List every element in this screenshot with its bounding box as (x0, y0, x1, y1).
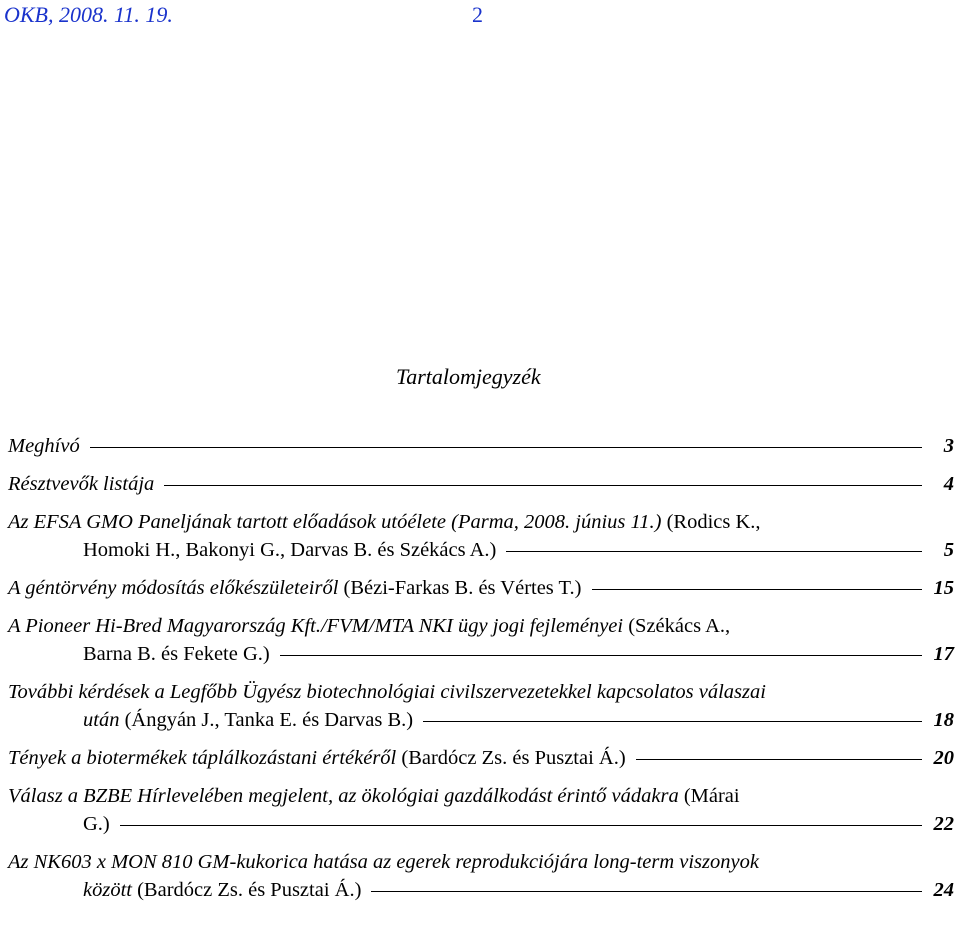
leader-line (280, 655, 922, 656)
toc-entry[interactable] (8, 848, 954, 904)
toc-entry-title: Az EFSA GMO Paneljának tartott előadások utóélete (Parma, 2008. június 11.) (8, 511, 662, 533)
toc-entry-page: 5 (943, 539, 954, 561)
toc-entry-page: 20 (933, 747, 954, 769)
toc-entry-title-cont: között (83, 879, 132, 901)
header-date: OKB, 2008. 11. 19. (4, 2, 173, 27)
toc-entry[interactable] (8, 782, 954, 838)
toc-entry[interactable] (8, 678, 954, 734)
toc-entry-title-cont: után (83, 709, 120, 731)
leader-line (636, 759, 922, 760)
leader-line (164, 485, 922, 486)
toc-entry-title: További kérdések a Legfőbb Ügyész biotechnológiai civilszervezetekkel kapcsolatos válaszai (8, 681, 766, 703)
leader-line (506, 551, 922, 552)
toc-entry[interactable] (8, 470, 954, 498)
toc-entry-title: A géntörvény módosítás előkészületeiről (8, 577, 339, 599)
toc-entry-authors: (Ángyán J., Tanka E. és Darvas B.) (119, 709, 414, 731)
leader-line (120, 825, 922, 826)
leader-line (423, 721, 922, 722)
toc-entry-page: 17 (933, 643, 954, 665)
toc-entry-title: Résztvevők listája (8, 473, 155, 495)
toc-entry-page: 3 (943, 435, 954, 457)
toc-entry-authors: (Rodics K., (661, 511, 761, 533)
leader-line (371, 891, 922, 892)
toc-entry-authors: (Bardócz Zs. és Pusztai Á.) (131, 879, 362, 901)
toc-entry[interactable] (8, 744, 954, 772)
toc-entry-authors: (Márai (678, 785, 740, 807)
toc-entry-title: Válasz a BZBE Hírlevelében megjelent, az ökológiai gazdálkodást érintő vádakra (8, 785, 679, 807)
toc-entry-page: 15 (933, 577, 954, 599)
toc-entry-title: A Pioneer Hi-Bred Magyarország Kft./FVM/MTA NKI ügy jogi fejleményei (8, 615, 624, 637)
toc-entry[interactable] (8, 612, 954, 668)
header-page-number: 2 (472, 2, 483, 27)
toc-entry-title: Az NK603 x MON 810 GM-kukorica hatása az egerek reprodukciójára long-term viszonyok (8, 851, 759, 873)
toc-entry-authors: (Székács A., (623, 615, 731, 637)
toc-entry-authors: (Bardócz Zs. és Pusztai Á.) (396, 747, 626, 769)
toc-entry[interactable] (8, 574, 954, 602)
toc-entry[interactable] (8, 432, 954, 460)
table-of-contents (8, 432, 954, 914)
toc-entry-page: 22 (933, 813, 954, 835)
toc-entry-page: 4 (943, 473, 954, 495)
toc-entry-authors: (Bézi-Farkas B. és Vértes T.) (338, 577, 582, 599)
toc-title: Tartalomjegyzék (396, 364, 541, 389)
leader-line (592, 589, 923, 590)
toc-entry-title: Meghívó (8, 435, 80, 457)
toc-entry-authors-cont: G.) (83, 813, 110, 835)
toc-entry[interactable] (8, 508, 954, 564)
toc-entry-page: 18 (933, 709, 954, 731)
toc-entry-title: Tények a biotermékek táplálkozástani értékéről (8, 747, 397, 769)
leader-line (90, 447, 922, 448)
toc-entry-page: 24 (933, 879, 954, 901)
toc-entry-authors-cont: Homoki H., Bakonyi G., Darvas B. és Székács A.) (83, 539, 497, 561)
toc-entry-authors-cont: Barna B. és Fekete G.) (83, 643, 270, 665)
